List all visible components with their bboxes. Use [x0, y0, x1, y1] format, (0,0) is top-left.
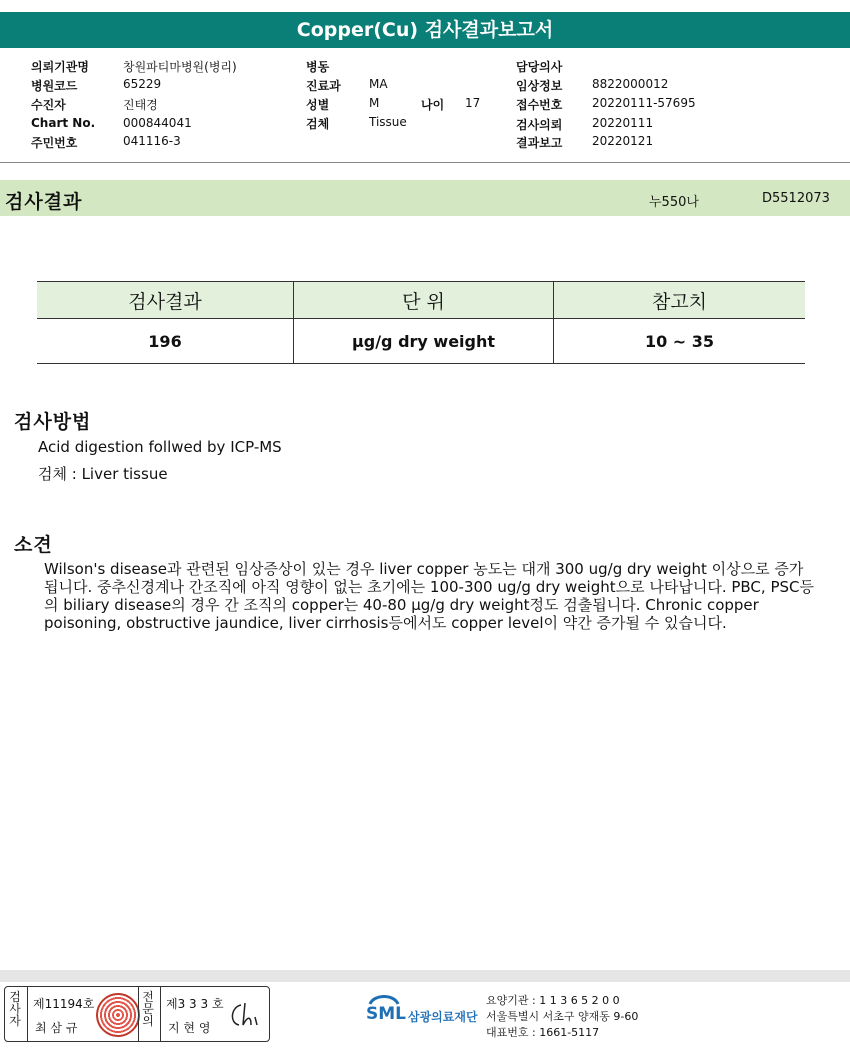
info-label: 결과보고: [516, 136, 563, 150]
divider: [27, 987, 28, 1041]
method-heading: 검사방법: [14, 411, 92, 433]
signature-box: [4, 986, 270, 1042]
table-row: [37, 319, 805, 364]
info-value: 진태경: [123, 98, 158, 112]
method-line: Acid digestion follwed by ICP-MS: [38, 438, 282, 456]
info-value: 17: [465, 96, 481, 110]
info-label: 의뢰기관명: [31, 60, 89, 74]
column-header: 참고치: [554, 282, 806, 319]
info-label: 담당의사: [516, 60, 563, 74]
column-header: 검사결과: [37, 282, 294, 319]
specialist-license: 제3 3 3 호: [166, 997, 224, 1011]
org-code: 요양기관 : 1 1 3 6 5 2 0 0: [486, 994, 620, 1007]
info-value: 20220121: [592, 134, 654, 148]
result-table-header: [37, 282, 805, 319]
info-label: 검체: [306, 117, 330, 131]
footer-divider: [0, 970, 850, 982]
info-label: 병원코드: [31, 79, 78, 93]
test-code: 누550나: [649, 195, 699, 210]
info-label: 성별: [306, 98, 330, 112]
info-value: 20220111: [592, 116, 654, 130]
seal-stamp-icon: [96, 993, 140, 1037]
results-section-bar: [0, 180, 850, 216]
org-phone: 대표번호 : 1661-5117: [486, 1026, 600, 1039]
info-label: Chart No.: [31, 116, 96, 130]
order-code: D5512073: [762, 191, 830, 206]
opinion-text: Wilson's disease과 관련된 임상증상이 있는 경우 liver copper 농도는 대개 300 ug/g dry weight 이상으로 증가됩니다. 중추신경계나 간조직에 아직 영향이 없는 초기에는 100-300 ug/g dry weight으로 나타납니다. PBC, PSC등의 biliary disease의 경우 간 조직의 copper는 40-80 µg/g dry weight정도 검출됩니다. Chronic copper poisoning, obstructive jaundice, liver cirrhosis등에서도 copper level이 약간 증가될 수 있습니다.: [44, 560, 814, 632]
info-label: 임상정보: [516, 79, 563, 93]
examiner-name: 최 삼 규: [35, 1021, 78, 1035]
logo-text: SML: [366, 1004, 406, 1024]
info-value: 창원파티마병원(병리): [123, 60, 237, 74]
header-divider: [0, 162, 850, 163]
org-name: 삼광의료재단: [408, 1010, 478, 1024]
reference-range: 10 ~ 35: [554, 319, 806, 364]
report-title: Copper(Cu) 검사결과보고서: [0, 12, 850, 48]
info-value: 041116-3: [123, 134, 181, 148]
info-label: 접수번호: [516, 98, 563, 112]
info-label: 진료과: [306, 79, 341, 93]
info-value: 8822000012: [592, 77, 669, 91]
org-address: [486, 993, 638, 1041]
info-label: 검사의뢰: [516, 118, 563, 132]
info-value: MA: [369, 77, 388, 91]
info-value: 20220111-57695: [592, 96, 696, 110]
results-heading: 검사결과: [5, 191, 83, 213]
divider: [160, 987, 161, 1041]
result-value: 196: [37, 319, 294, 364]
info-value: 000844041: [123, 116, 192, 130]
info-label: 주민번호: [31, 136, 78, 150]
examiner-label: 검사자: [9, 990, 21, 1028]
specimen-line: 검체 : Liver tissue: [38, 465, 168, 483]
result-table: [37, 281, 805, 364]
info-value: Tissue: [369, 115, 407, 129]
specialist-name: 지 현 영: [168, 1021, 211, 1035]
result-unit: µg/g dry weight: [294, 319, 554, 364]
examiner-license: 제11194호: [33, 997, 95, 1011]
column-header: 단 위: [294, 282, 554, 319]
opinion-heading: 소견: [14, 534, 53, 556]
specialist-label: 전문의: [142, 990, 154, 1028]
info-value: M: [369, 96, 380, 110]
info-label: 수진자: [31, 98, 66, 112]
signature-icon: [227, 999, 265, 1029]
info-value: 65229: [123, 77, 162, 91]
info-label: 병동: [306, 60, 330, 74]
divider: [138, 987, 139, 1041]
org-location: 서울특별시 서초구 양재동 9-60: [486, 1010, 639, 1023]
info-label: 나이: [421, 98, 445, 112]
